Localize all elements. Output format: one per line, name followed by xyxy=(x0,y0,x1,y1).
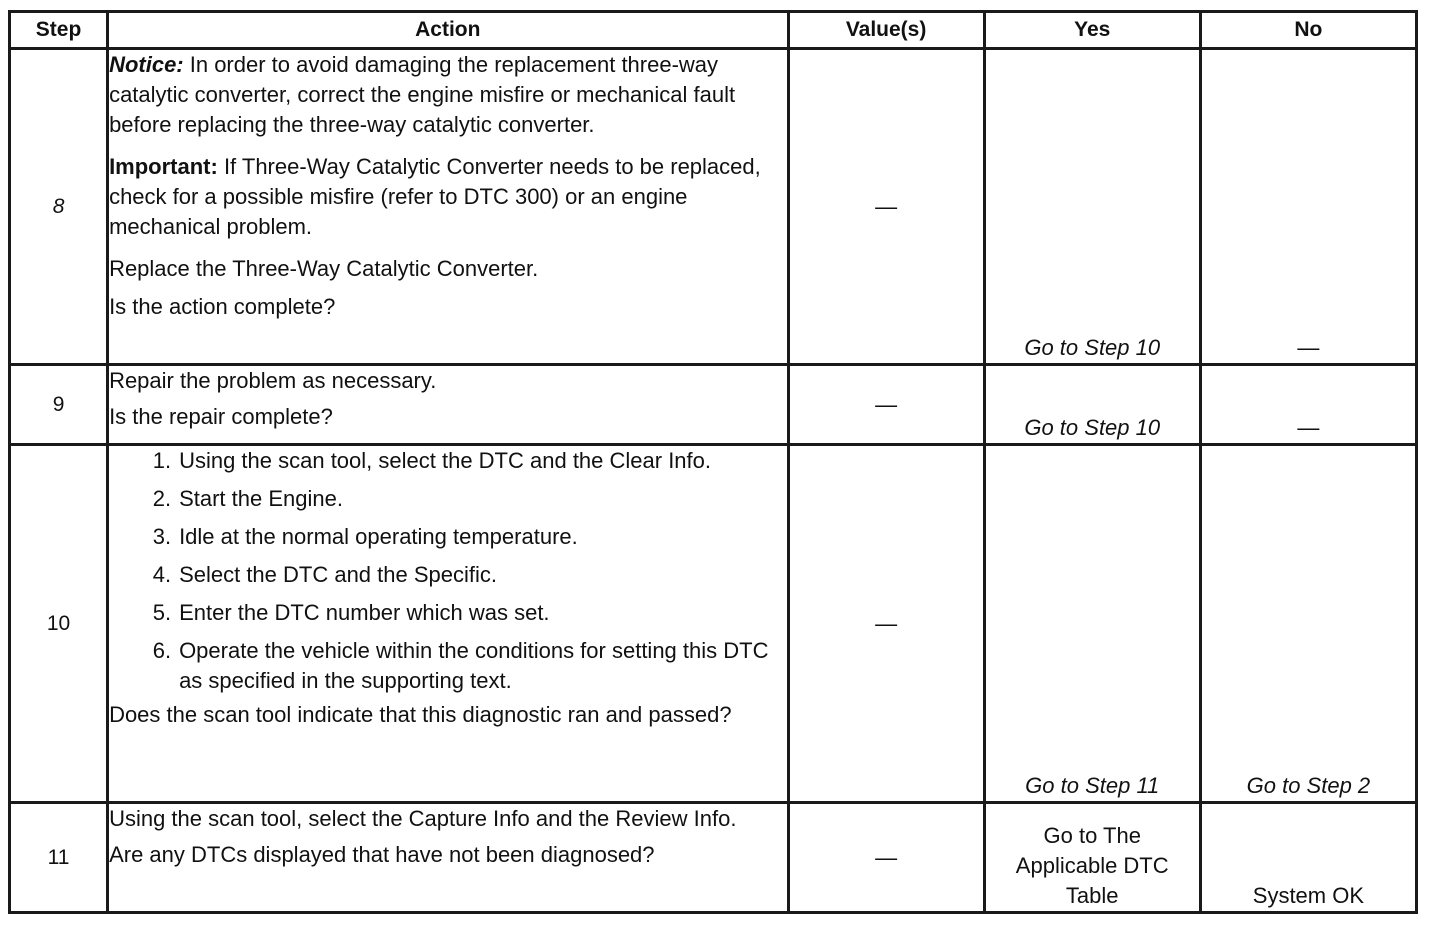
value-cell: — xyxy=(788,445,984,803)
yes-cell xyxy=(984,49,1200,365)
substep-number: 5. xyxy=(152,600,172,625)
list-item xyxy=(109,522,786,552)
header-values: Value(s) xyxy=(788,12,984,49)
step-number: 10 xyxy=(10,445,108,803)
substep-text: Using the scan tool, select the DTC and the Clear Info. xyxy=(179,448,712,473)
no-cell: — xyxy=(1200,49,1416,365)
yes-cell xyxy=(984,365,1200,445)
action-cell xyxy=(108,445,788,803)
step-number: 9 xyxy=(10,365,108,445)
important-text: If Three-Way Catalytic Converter needs to be replaced, check for a possible misfire (refer to DTC 300) or an engine mechanical problem. xyxy=(109,154,761,239)
action-cell xyxy=(108,49,788,365)
substep-text: Operate the vehicle within the conditions for setting this DTC as specified in the supporting text. xyxy=(179,638,769,693)
substep-text: Select the DTC and the Specific. xyxy=(179,562,497,587)
table-row-step-9 xyxy=(10,365,1417,445)
notice-paragraph xyxy=(109,50,786,140)
no-cell: System OK xyxy=(1200,803,1416,913)
list-item xyxy=(109,636,786,696)
yes-link[interactable]: Go to Step 11 xyxy=(1025,773,1160,798)
question-text: Is the repair complete? xyxy=(109,404,333,429)
diagnostic-table xyxy=(8,10,1418,914)
no-link[interactable]: Go to Step 2 xyxy=(1246,773,1371,798)
no-cell: — xyxy=(1200,365,1416,445)
instruction-text: Using the scan tool, select the Capture Info and the Review Info. xyxy=(109,806,737,831)
yes-link[interactable]: Go to Step 10 xyxy=(1024,415,1161,440)
notice-text: In order to avoid damaging the replacement three-way catalytic converter, correct the engine misfire or mechanical fault before replacing the three-way catalytic converter. xyxy=(109,52,736,137)
header-no: No xyxy=(1200,12,1416,49)
yes-link[interactable]: Go to Step 10 xyxy=(1024,335,1161,360)
substep-text: Enter the DTC number which was set. xyxy=(179,600,550,625)
list-item xyxy=(109,598,786,628)
header-row xyxy=(10,12,1417,49)
substep-text: Start the Engine. xyxy=(179,486,343,511)
substep-number: 6. xyxy=(152,638,172,663)
value-cell: — xyxy=(788,49,984,365)
question-text: Does the scan tool indicate that this diagnostic ran and passed? xyxy=(109,702,732,727)
instruction-text: Repair the problem as necessary. xyxy=(109,368,437,393)
action-cell xyxy=(108,365,788,445)
table-row-step-8 xyxy=(10,49,1417,365)
substep-number: 4. xyxy=(152,562,172,587)
list-item xyxy=(109,484,786,514)
value-cell: — xyxy=(788,803,984,913)
notice-label: Notice: xyxy=(109,52,184,77)
step-number: 11 xyxy=(10,803,108,913)
substep-number: 3. xyxy=(152,524,172,549)
value-cell: — xyxy=(788,365,984,445)
header-step: Step xyxy=(10,12,108,49)
list-item xyxy=(109,560,786,590)
question-text: Are any DTCs displayed that have not been diagnosed? xyxy=(109,842,655,867)
important-label: Important: xyxy=(109,154,218,179)
yes-cell xyxy=(984,445,1200,803)
substep-number: 2. xyxy=(152,486,172,511)
table-row-step-11 xyxy=(10,803,1417,913)
important-paragraph xyxy=(109,152,786,242)
no-cell xyxy=(1200,445,1416,803)
table-row-step-10 xyxy=(10,445,1417,803)
step-number: 8 xyxy=(10,49,108,365)
list-item xyxy=(109,446,786,476)
question-text: Is the action complete? xyxy=(109,294,336,319)
yes-cell xyxy=(984,803,1200,913)
substep-text: Idle at the normal operating temperature. xyxy=(179,524,578,549)
substep-list xyxy=(109,446,786,696)
header-action: Action xyxy=(108,12,788,49)
instruction-text: Replace the Three-Way Catalytic Converter. xyxy=(109,256,539,281)
header-yes: Yes xyxy=(984,12,1200,49)
yes-link[interactable]: Go to The Applicable DTC Table xyxy=(1015,823,1169,908)
substep-number: 1. xyxy=(152,448,172,473)
action-cell xyxy=(108,803,788,913)
